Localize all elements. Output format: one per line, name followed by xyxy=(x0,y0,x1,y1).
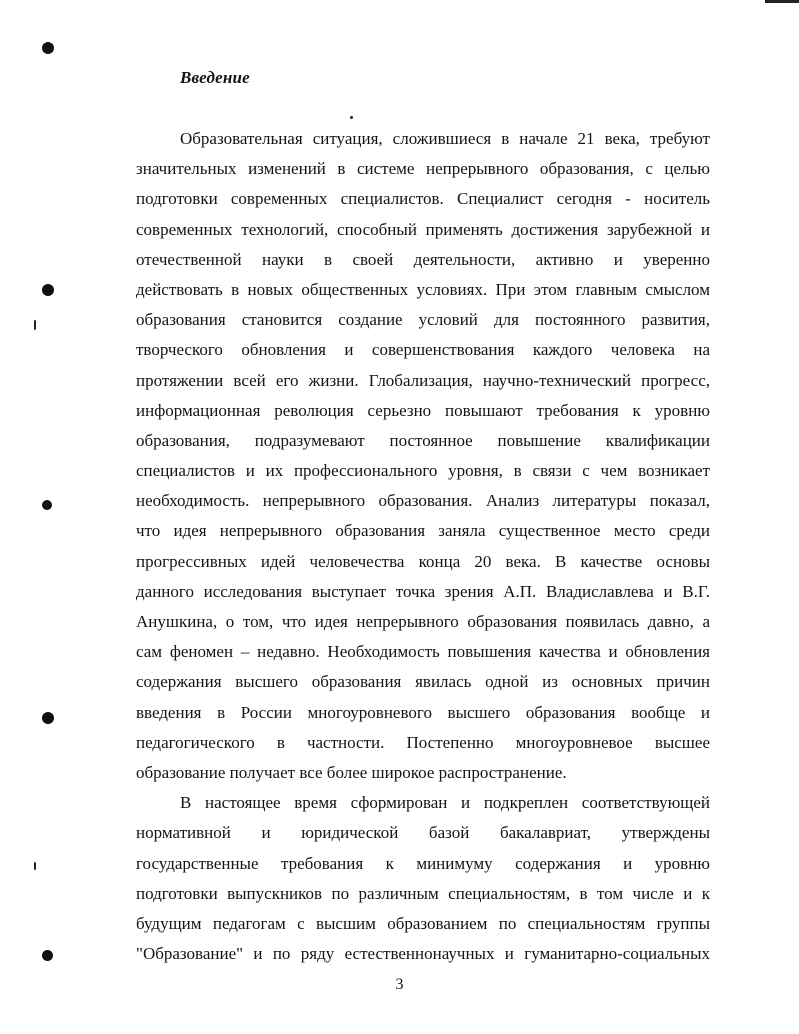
text-line: прогрессивных идей человечества конца 20 века. В качестве основы xyxy=(136,551,710,571)
text-line: Образовательная ситуация, сложившиеся в начале 21 века, требуют xyxy=(180,129,710,148)
text-line: "Образование" и по ряду естественнонаучных и гуманитарно-социальных xyxy=(136,944,710,964)
text-line: образование получает все более широкое распространение. xyxy=(136,762,567,782)
page-number: 3 xyxy=(395,976,404,993)
text-line: данного исследования выступает точка зрения А.П. Владиславлева и В.Г. xyxy=(136,581,710,601)
text-line: современных технологий, способный применять достижения зарубежной и xyxy=(136,219,710,239)
scan-speck xyxy=(34,862,36,870)
paragraph xyxy=(136,788,710,969)
text-line: содержания высшего образования явилась одной из основных причин xyxy=(136,672,710,692)
text-line: необходимость. непрерывного образования. Анализ литературы показал, xyxy=(136,491,710,511)
text-line: государственные требования к минимуму содержания и уровню xyxy=(136,853,710,873)
text-line: сам феномен – недавно. Необходимость повышения качества и обновления xyxy=(136,642,710,662)
binder-hole-mark xyxy=(42,500,52,510)
text-line: подготовки выпускников по различным специальностям, в том числе и к xyxy=(136,883,710,903)
text-line: образования становится создание условий для постоянного развития, xyxy=(136,310,710,330)
scan-edge-mark xyxy=(765,0,799,3)
scan-speck xyxy=(34,320,36,330)
text-line: действовать в новых общественных условиях. При этом главным смыслом xyxy=(136,279,710,299)
text-line: подготовки современных специалистов. Специалист сегодня - носитель xyxy=(136,189,710,209)
text-line: образования, подразумевают постоянное повышение квалификации xyxy=(136,430,710,450)
text-line: специалистов и их профессионального уровня, в связи с чем возникает xyxy=(136,461,710,481)
paragraph xyxy=(136,124,710,788)
binder-hole-mark xyxy=(42,284,54,296)
binder-hole-mark xyxy=(42,950,53,961)
section-heading: Введение xyxy=(180,68,250,87)
text-line: протяжении всей его жизни. Глобализация, научно-технический прогресс, xyxy=(136,370,710,390)
text-line: Анушкина, о том, что идея непрерывного образования появилась давно, а xyxy=(136,612,710,631)
binder-hole-mark xyxy=(42,712,54,724)
binder-hole-mark xyxy=(42,42,54,54)
scan-speck xyxy=(350,116,353,119)
text-line: нормативной и юридической базой бакалавриат, утверждены xyxy=(136,823,710,843)
text-line: педагогического в частности. Постепенно многоуровневое высшее xyxy=(136,732,710,752)
text-line: информационная революция серьезно повышают требования к уровню xyxy=(136,400,710,420)
text-line: отечественной науки в своей деятельности, активно и уверенно xyxy=(136,249,710,269)
text-line: введения в России многоуровневого высшего образования вообще и xyxy=(136,702,710,722)
text-line: В настоящее время сформирован и подкреплен соответствующей xyxy=(180,793,710,813)
text-line: творческого обновления и совершенствования каждого человека на xyxy=(136,340,710,360)
body-text xyxy=(136,124,710,969)
text-line: что идея непрерывного образования заняла существенное место среди xyxy=(136,521,710,541)
text-line: значительных изменений в системе непрерывного образования, с целью xyxy=(136,159,710,179)
text-line: будущим педагогам с высшим образованием по специальностям группы xyxy=(136,913,710,933)
